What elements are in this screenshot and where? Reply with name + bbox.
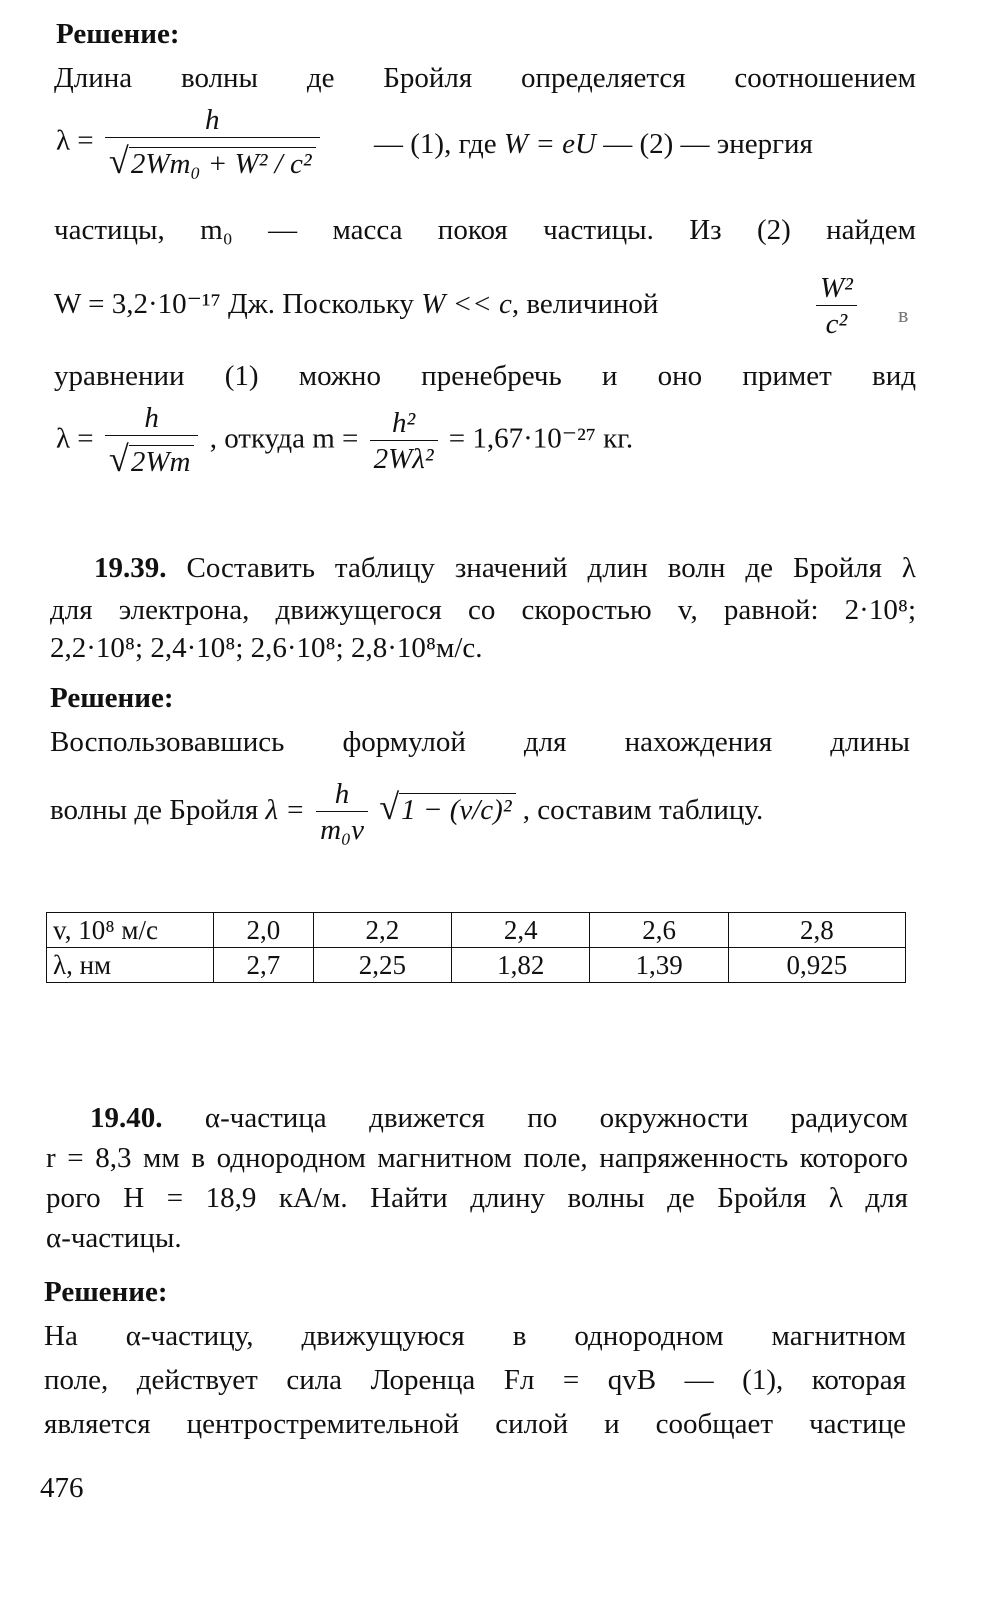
text-line: рого H = 18,9 кА/м. Найти длину волны де Бройля λ для [46, 1182, 908, 1214]
table-cell: 2,2 [313, 913, 451, 948]
text-line: поле, действует сила Лоренца Fл = qvB — (1), которая [44, 1364, 906, 1396]
denominator: √2Wm₀ + W² / c² [105, 137, 320, 182]
row-label: λ, нм [47, 948, 214, 983]
fraction [105, 104, 320, 182]
table-row [47, 913, 906, 948]
text-line: является центростремительной силой и сообщает частице [44, 1408, 906, 1440]
table-cell: 2,8 [728, 913, 905, 948]
text-line: для электрона, движущегося со скоростью v, равной: 2·10⁸; [50, 594, 916, 626]
table-cell: 2,25 [313, 948, 451, 983]
solution-heading: Решение: [50, 682, 174, 714]
problem-19-40-line1: 19.40. α-частица движется по окружности радиусом [90, 1102, 909, 1134]
eq1-ref: — (1), где W = eU — (2) — энергия [374, 128, 813, 160]
text-line: α-частицы. [46, 1222, 182, 1254]
solution-heading: Решение: [56, 18, 180, 50]
numerator: h [204, 104, 220, 136]
text-line-4: W = 3,2·10⁻¹⁷ Дж. Поскольку W << c, величиной [54, 288, 659, 320]
text-line: 2,2·10⁸; 2,4·10⁸; 2,6·10⁸; 2,8·10⁸м/с. [50, 632, 483, 664]
table-cell: 0,925 [728, 948, 905, 983]
w-over-c-fraction: $\frac{\text{W²}}{\text{c²}}$ [812, 272, 861, 341]
table-cell: 1,82 [452, 948, 590, 983]
table-row [47, 948, 906, 983]
text-line: частицы, m₀ — масса покоя частицы. Из (2) найдем [54, 214, 916, 246]
table-cell: 2,7 [214, 948, 314, 983]
page-number: 476 [40, 1472, 84, 1504]
text-fragment: в [898, 302, 909, 327]
solution-heading: Решение: [44, 1276, 168, 1308]
row-label: v, 10⁸ м/с [47, 913, 214, 948]
equation-de-broglie: волны де Бройля λ = $\frac{h}{\text{m₀v}}$ √1 − (v/c)² , составим таблицу. [50, 778, 764, 846]
wavelength-table [46, 912, 906, 983]
table-cell: 2,6 [590, 913, 728, 948]
equation-3: λ = $\frac{h}{√2Wm}$ , откуда m = $\frac{\text{h²}}{\text{2Wλ²}}$ = 1,67·10⁻²⁷ кг. [56, 402, 634, 479]
equation-1 [56, 104, 324, 182]
table-cell: 2,0 [214, 913, 314, 948]
table-cell: 2,4 [452, 913, 590, 948]
text-line: На α-частицу, движущуюся в однородном магнитном [44, 1320, 906, 1352]
problem-19-39-line1: 19.39. Составить таблицу значений длин волн де Бройля λ [94, 552, 916, 584]
eq-lhs: λ = [56, 124, 94, 157]
text-line: Длина волны де Бройля определяется соотношением [54, 62, 916, 94]
text-line: уравнении (1) можно пренебречь и оно примет вид [54, 360, 916, 392]
table-cell: 1,39 [590, 948, 728, 983]
text-line: Воспользовавшись формулой для нахождения длины [50, 726, 910, 758]
text-line: r = 8,3 мм в однородном магнитном поле, напряженность которого [46, 1142, 908, 1174]
